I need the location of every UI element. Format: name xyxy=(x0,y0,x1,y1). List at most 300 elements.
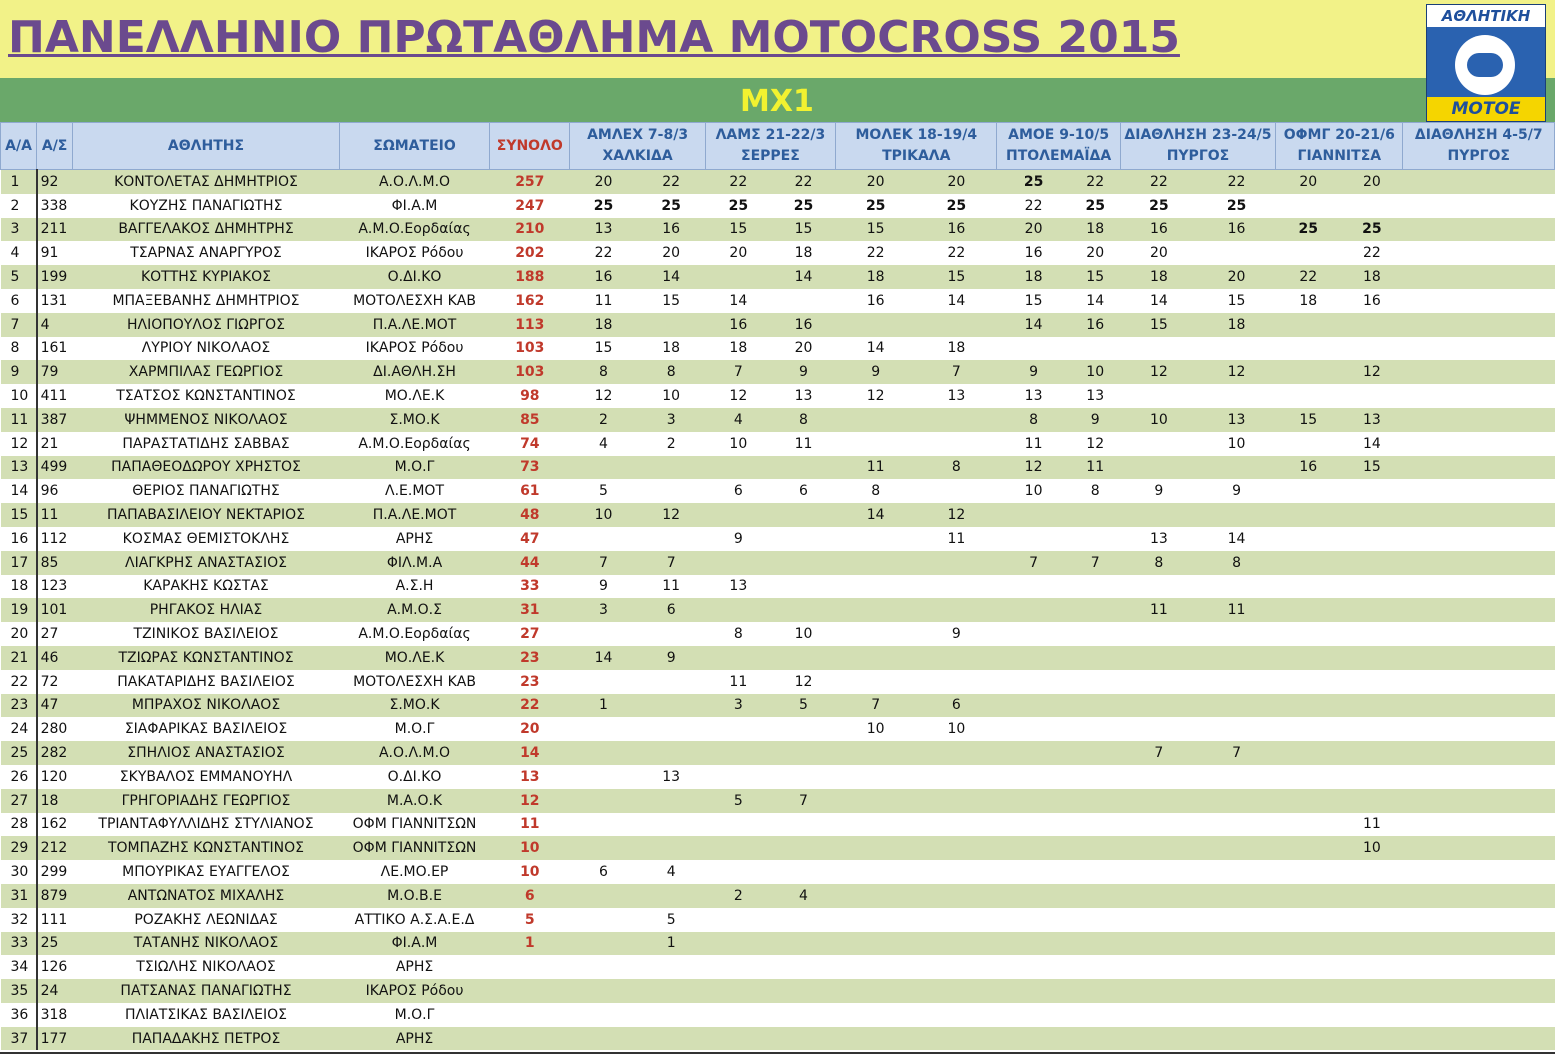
row-score xyxy=(637,979,705,1003)
row-score xyxy=(997,527,1070,551)
row-pos: 2 xyxy=(1,194,37,218)
row-score: 12 xyxy=(1197,360,1275,384)
header-pos: Α/Α xyxy=(1,123,37,170)
row-total: 162 xyxy=(490,289,570,313)
row-score: 10 xyxy=(836,717,916,741)
row-score xyxy=(1120,813,1197,837)
row-score: 20 xyxy=(705,241,771,265)
row-score xyxy=(637,789,705,813)
row-rider: ΠΑΡΑΣΤΑΤΙΔΗΣ ΣΑΒΒΑΣ xyxy=(73,432,340,456)
row-score xyxy=(1477,789,1554,813)
row-score xyxy=(1197,717,1275,741)
row-club: Λ.Ε.ΜΟΤ xyxy=(339,479,489,503)
row-club: ΙΚΑΡΟΣ Ρόδου xyxy=(339,979,489,1003)
row-score xyxy=(1403,813,1477,837)
row-score xyxy=(836,979,916,1003)
row-score: 13 xyxy=(1341,408,1403,432)
row-score: 16 xyxy=(771,313,835,337)
row-score xyxy=(1477,955,1554,979)
row-pos: 29 xyxy=(1,836,37,860)
row-score xyxy=(1120,503,1197,527)
row-score xyxy=(1403,979,1477,1003)
row-score xyxy=(1403,384,1477,408)
header-rider: ΑΘΛΗΤΗΣ xyxy=(73,123,340,170)
row-rider: ΛΙΑΓΚΡΗΣ ΑΝΑΣΤΑΣΙΟΣ xyxy=(73,551,340,575)
row-score xyxy=(1477,194,1554,218)
row-score xyxy=(705,503,771,527)
row-score xyxy=(836,813,916,837)
row-score xyxy=(997,503,1070,527)
header-round-5: ΔΙΑΘΛΗΣΗ 23-24/5 ΠΥΡΓΟΣ xyxy=(1120,123,1275,170)
row-score: 20 xyxy=(916,170,997,194)
row-score xyxy=(1341,979,1403,1003)
row-score xyxy=(1276,741,1341,765)
row-score xyxy=(1070,860,1120,884)
row-score xyxy=(771,646,835,670)
row-score xyxy=(1477,884,1554,908)
row-score xyxy=(1070,337,1120,361)
row-score: 4 xyxy=(637,860,705,884)
row-pos: 23 xyxy=(1,694,37,718)
row-score: 14 xyxy=(1341,432,1403,456)
row-score: 16 xyxy=(836,289,916,313)
row-pos: 35 xyxy=(1,979,37,1003)
row-score xyxy=(1070,884,1120,908)
row-score xyxy=(1341,384,1403,408)
row-score: 18 xyxy=(1070,218,1120,242)
row-score: 15 xyxy=(1120,313,1197,337)
row-total xyxy=(490,979,570,1003)
row-score xyxy=(1276,932,1341,956)
row-score xyxy=(771,1027,835,1051)
row-score xyxy=(570,884,637,908)
row-score: 20 xyxy=(836,170,916,194)
row-score: 22 xyxy=(637,170,705,194)
row-score: 8 xyxy=(705,622,771,646)
row-rider: ΤΟΜΠΑΖΗΣ ΚΩΝΣΤΑΝΤΙΝΟΣ xyxy=(73,836,340,860)
row-score: 4 xyxy=(705,408,771,432)
row-score xyxy=(771,1003,835,1027)
row-score: 10 xyxy=(1070,360,1120,384)
row-score xyxy=(1120,384,1197,408)
table-row xyxy=(1,456,1555,480)
row-score xyxy=(1197,908,1275,932)
row-score xyxy=(997,598,1070,622)
row-score xyxy=(1341,765,1403,789)
row-rider: ΨΗΜΜΕΝΟΣ ΝΙΚΟΛΑΟΣ xyxy=(73,408,340,432)
row-score: 25 xyxy=(637,194,705,218)
row-score xyxy=(637,1027,705,1051)
row-rider: ΤΖΙΩΡΑΣ ΚΩΝΣΤΑΝΤΙΝΟΣ xyxy=(73,646,340,670)
row-total: 257 xyxy=(490,170,570,194)
logo-circle xyxy=(1455,35,1515,95)
row-club: Π.Α.ΛΕ.ΜΟΤ xyxy=(339,313,489,337)
row-club: Α.Μ.Ο.Εορδαίας xyxy=(339,432,489,456)
row-score xyxy=(836,955,916,979)
row-club: Μ.Α.Ο.Κ xyxy=(339,789,489,813)
row-score: 13 xyxy=(705,575,771,599)
row-score: 11 xyxy=(705,670,771,694)
row-score: 3 xyxy=(705,694,771,718)
row-score: 8 xyxy=(1197,551,1275,575)
row-score xyxy=(916,789,997,813)
row-score xyxy=(570,622,637,646)
row-score xyxy=(1477,575,1554,599)
row-score: 13 xyxy=(637,765,705,789)
table-row xyxy=(1,860,1555,884)
row-score xyxy=(997,741,1070,765)
row-score xyxy=(836,932,916,956)
row-score: 16 xyxy=(916,218,997,242)
row-number: 338 xyxy=(37,194,73,218)
row-score xyxy=(836,313,916,337)
row-score xyxy=(1477,908,1554,932)
row-score: 25 xyxy=(570,194,637,218)
row-total: 247 xyxy=(490,194,570,218)
row-club: Ο.ΔΙ.ΚΟ xyxy=(339,765,489,789)
table-row xyxy=(1,979,1555,1003)
row-score xyxy=(1403,670,1477,694)
row-score xyxy=(916,908,997,932)
row-score xyxy=(1197,979,1275,1003)
row-score: 12 xyxy=(637,503,705,527)
row-score xyxy=(1276,313,1341,337)
row-score xyxy=(836,575,916,599)
row-score xyxy=(1477,170,1554,194)
row-score xyxy=(1120,717,1197,741)
table-row xyxy=(1,813,1555,837)
row-score xyxy=(1276,646,1341,670)
row-score: 18 xyxy=(771,241,835,265)
row-score xyxy=(1197,836,1275,860)
row-rider: ΚΟΣΜΑΣ ΘΕΜΙΣΤΟΚΛΗΣ xyxy=(73,527,340,551)
table-row xyxy=(1,836,1555,860)
row-total: 12 xyxy=(490,789,570,813)
row-total: 1 xyxy=(490,932,570,956)
row-score: 16 xyxy=(1197,218,1275,242)
row-score: 2 xyxy=(637,432,705,456)
row-score xyxy=(771,979,835,1003)
row-number: 85 xyxy=(37,551,73,575)
row-score: 16 xyxy=(705,313,771,337)
row-club: ΟΦΜ ΓΙΑΝΝΙΤΣΩΝ xyxy=(339,813,489,837)
row-score xyxy=(836,646,916,670)
row-score xyxy=(705,955,771,979)
row-score xyxy=(771,503,835,527)
row-score xyxy=(1197,932,1275,956)
row-score xyxy=(1197,1027,1275,1051)
row-score xyxy=(1403,408,1477,432)
row-score xyxy=(1276,860,1341,884)
row-club: Μ.Ο.Β.Ε xyxy=(339,884,489,908)
row-score xyxy=(570,789,637,813)
row-score xyxy=(1341,955,1403,979)
row-score xyxy=(836,598,916,622)
row-score xyxy=(1403,479,1477,503)
row-score xyxy=(1120,1027,1197,1051)
row-score: 11 xyxy=(637,575,705,599)
row-club: ΦΙ.Α.Μ xyxy=(339,932,489,956)
row-score: 8 xyxy=(771,408,835,432)
row-club: ΜΟ.ΛΕ.Κ xyxy=(339,384,489,408)
row-score xyxy=(1120,884,1197,908)
row-score xyxy=(1403,313,1477,337)
row-score: 4 xyxy=(771,884,835,908)
row-rider: ΣΙΑΦΑΡΙΚΑΣ ΒΑΣΙΛΕΙΟΣ xyxy=(73,717,340,741)
row-score: 20 xyxy=(997,218,1070,242)
row-club: ΦΙΛ.Μ.Α xyxy=(339,551,489,575)
row-total: 6 xyxy=(490,884,570,908)
row-score xyxy=(1403,360,1477,384)
row-pos: 15 xyxy=(1,503,37,527)
row-score: 22 xyxy=(997,194,1070,218)
row-rider: ΠΑΠΑΒΑΣΙΛΕΙΟΥ ΝΕΚΤΑΡΙΟΣ xyxy=(73,503,340,527)
row-score xyxy=(1276,360,1341,384)
row-score: 11 xyxy=(1120,598,1197,622)
row-score xyxy=(637,622,705,646)
row-score xyxy=(1197,456,1275,480)
row-score xyxy=(570,813,637,837)
row-total: 11 xyxy=(490,813,570,837)
row-score: 20 xyxy=(1070,241,1120,265)
row-score: 7 xyxy=(916,360,997,384)
row-score: 8 xyxy=(916,456,997,480)
row-score xyxy=(1341,1027,1403,1051)
row-score xyxy=(916,860,997,884)
row-score xyxy=(570,456,637,480)
row-score xyxy=(1120,575,1197,599)
row-score xyxy=(1403,884,1477,908)
row-score xyxy=(1403,598,1477,622)
row-score: 20 xyxy=(570,170,637,194)
row-score xyxy=(916,979,997,1003)
row-score xyxy=(1120,432,1197,456)
row-club: Π.Α.ΛΕ.ΜΟΤ xyxy=(339,503,489,527)
row-score xyxy=(836,408,916,432)
row-pos: 7 xyxy=(1,313,37,337)
row-score: 16 xyxy=(637,218,705,242)
row-score xyxy=(1403,765,1477,789)
row-score xyxy=(705,456,771,480)
row-score xyxy=(916,932,997,956)
row-score xyxy=(1477,218,1554,242)
row-score xyxy=(1120,765,1197,789)
row-score xyxy=(570,979,637,1003)
row-score: 11 xyxy=(997,432,1070,456)
row-score: 8 xyxy=(570,360,637,384)
row-score xyxy=(637,717,705,741)
row-score xyxy=(1276,551,1341,575)
row-score: 25 xyxy=(1341,218,1403,242)
row-total: 74 xyxy=(490,432,570,456)
table-row xyxy=(1,789,1555,813)
row-score xyxy=(570,741,637,765)
row-score xyxy=(1120,622,1197,646)
row-score: 9 xyxy=(836,360,916,384)
row-score xyxy=(1120,694,1197,718)
row-number: 18 xyxy=(37,789,73,813)
row-score: 20 xyxy=(637,241,705,265)
row-score xyxy=(1070,1027,1120,1051)
row-score: 15 xyxy=(997,289,1070,313)
row-total: 23 xyxy=(490,646,570,670)
row-score: 7 xyxy=(637,551,705,575)
table-row xyxy=(1,194,1555,218)
row-pos: 6 xyxy=(1,289,37,313)
row-score xyxy=(997,813,1070,837)
row-pos: 21 xyxy=(1,646,37,670)
row-score xyxy=(916,408,997,432)
row-score xyxy=(1070,979,1120,1003)
row-score xyxy=(705,836,771,860)
row-score: 11 xyxy=(570,289,637,313)
row-total: 44 xyxy=(490,551,570,575)
row-score xyxy=(705,932,771,956)
row-score xyxy=(1477,741,1554,765)
row-score xyxy=(1070,955,1120,979)
row-score xyxy=(771,575,835,599)
row-score xyxy=(1341,622,1403,646)
row-score xyxy=(916,884,997,908)
row-score xyxy=(570,836,637,860)
row-score xyxy=(1341,1003,1403,1027)
row-score xyxy=(1341,646,1403,670)
row-score: 12 xyxy=(570,384,637,408)
row-score: 15 xyxy=(1070,265,1120,289)
row-score: 15 xyxy=(637,289,705,313)
table-row xyxy=(1,575,1555,599)
row-score: 8 xyxy=(637,360,705,384)
row-score: 14 xyxy=(1120,289,1197,313)
row-score xyxy=(997,765,1070,789)
row-score xyxy=(997,1027,1070,1051)
row-score: 18 xyxy=(570,313,637,337)
row-pos: 10 xyxy=(1,384,37,408)
row-pos: 28 xyxy=(1,813,37,837)
row-score xyxy=(1197,384,1275,408)
row-score xyxy=(997,860,1070,884)
row-score: 25 xyxy=(1197,194,1275,218)
row-score xyxy=(997,670,1070,694)
row-score xyxy=(1120,932,1197,956)
row-score xyxy=(1477,1003,1554,1027)
row-rider: ΜΠΟΥΡΙΚΑΣ ΕΥΑΓΓΕΛΟΣ xyxy=(73,860,340,884)
row-score xyxy=(1120,860,1197,884)
table-row xyxy=(1,265,1555,289)
row-score: 9 xyxy=(570,575,637,599)
row-score: 14 xyxy=(705,289,771,313)
row-score xyxy=(771,598,835,622)
header-round-3: ΜΟΛΕΚ 18-19/4 ΤΡΙΚΑΛΑ xyxy=(836,123,997,170)
row-score xyxy=(1477,932,1554,956)
row-rider: ΜΠΑΞΕΒΑΝΗΣ ΔΗΜΗΤΡΙΟΣ xyxy=(73,289,340,313)
row-number: 112 xyxy=(37,527,73,551)
row-score: 25 xyxy=(705,194,771,218)
table-row xyxy=(1,670,1555,694)
row-score xyxy=(570,765,637,789)
row-score xyxy=(705,908,771,932)
row-score: 8 xyxy=(1120,551,1197,575)
table-row xyxy=(1,598,1555,622)
row-score xyxy=(1477,813,1554,837)
row-rider: ΚΟΝΤΟΛΕΤΑΣ ΔΗΜΗΤΡΙΟΣ xyxy=(73,170,340,194)
row-score: 25 xyxy=(1120,194,1197,218)
row-club: ΑΡΗΣ xyxy=(339,955,489,979)
row-score xyxy=(1120,670,1197,694)
row-score: 15 xyxy=(570,337,637,361)
row-score xyxy=(1197,241,1275,265)
motoe-logo-icon xyxy=(1426,4,1546,122)
table-row xyxy=(1,932,1555,956)
row-rider: ΠΑΚΑΤΑΡΙΔΗΣ ΒΑΣΙΛΕΙΟΣ xyxy=(73,670,340,694)
row-score xyxy=(1197,646,1275,670)
row-number: 161 xyxy=(37,337,73,361)
row-score: 9 xyxy=(705,527,771,551)
class-label: MX1 xyxy=(740,84,814,119)
row-number: 199 xyxy=(37,265,73,289)
row-club: ΔΙ.ΑΘΛΗ.ΣΗ xyxy=(339,360,489,384)
row-score: 7 xyxy=(705,360,771,384)
row-score: 14 xyxy=(997,313,1070,337)
row-score xyxy=(1341,717,1403,741)
row-score xyxy=(916,646,997,670)
row-score: 18 xyxy=(637,337,705,361)
row-score xyxy=(771,741,835,765)
row-score xyxy=(1477,717,1554,741)
row-score xyxy=(1341,503,1403,527)
row-score: 14 xyxy=(570,646,637,670)
row-score xyxy=(1120,908,1197,932)
row-rider: ΣΚΥΒΑΛΟΣ ΕΜΜΑΝΟΥΗΛ xyxy=(73,765,340,789)
row-score: 7 xyxy=(771,789,835,813)
row-score: 20 xyxy=(1276,170,1341,194)
header-round-2: ΛΑΜΣ 21-22/3 ΣΕΡΡΕΣ xyxy=(705,123,835,170)
row-score xyxy=(916,551,997,575)
row-club: ΑΡΗΣ xyxy=(339,1027,489,1051)
row-score xyxy=(1341,932,1403,956)
row-pos: 31 xyxy=(1,884,37,908)
row-score xyxy=(1403,955,1477,979)
row-score xyxy=(1403,503,1477,527)
row-pos: 37 xyxy=(1,1027,37,1051)
row-score xyxy=(1403,622,1477,646)
row-score xyxy=(570,932,637,956)
row-rider: ΤΣΑΤΣΟΣ ΚΩΝΣΤΑΝΤΙΝΟΣ xyxy=(73,384,340,408)
row-club: Α.Μ.Ο.Σ xyxy=(339,598,489,622)
row-score xyxy=(1341,741,1403,765)
row-score xyxy=(1477,241,1554,265)
header-round-7: ΔΙΑΘΛΗΣΗ 4-5/7 ΠΥΡΓΟΣ xyxy=(1403,123,1555,170)
row-score xyxy=(771,456,835,480)
row-score xyxy=(1197,765,1275,789)
row-score: 13 xyxy=(1197,408,1275,432)
row-score xyxy=(836,551,916,575)
row-pos: 13 xyxy=(1,456,37,480)
row-score xyxy=(1070,622,1120,646)
standings-table xyxy=(0,122,1555,1050)
row-score xyxy=(1403,265,1477,289)
row-score xyxy=(1197,884,1275,908)
row-score: 22 xyxy=(1120,170,1197,194)
row-score xyxy=(997,908,1070,932)
row-number: 499 xyxy=(37,456,73,480)
row-number: 211 xyxy=(37,218,73,242)
row-score: 1 xyxy=(570,694,637,718)
row-score xyxy=(637,313,705,337)
row-score xyxy=(637,1003,705,1027)
row-score xyxy=(1120,836,1197,860)
row-score xyxy=(1197,503,1275,527)
